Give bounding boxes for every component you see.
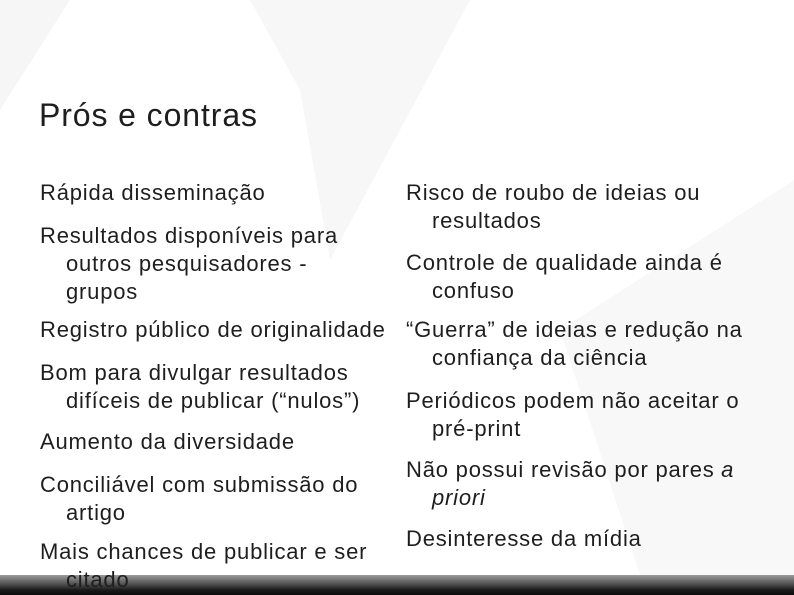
left-item-null-results (40, 359, 360, 415)
item-line: citado (66, 567, 130, 592)
item-line: grupos (66, 279, 139, 304)
left-item-public-record (40, 316, 386, 344)
item-line: Rápida disseminação (40, 180, 266, 205)
item-emphasis: a (721, 457, 735, 482)
item-line-text: Não possui revisão por pares (406, 457, 715, 482)
item-line: Periódicos podem não aceitar o (406, 388, 740, 413)
item-line: confuso (432, 278, 515, 303)
right-item-idea-theft (406, 179, 700, 235)
item-line (406, 456, 734, 484)
item-line (406, 484, 734, 512)
slide-title: Prós e contras (39, 97, 258, 133)
item-emphasis: priori (432, 485, 486, 510)
right-item-media-disinterest (406, 525, 642, 553)
item-line: Conciliável com submissão do (40, 472, 359, 497)
item-line: confiança da ciência (432, 345, 648, 370)
right-item-no-peer-review (406, 456, 734, 512)
left-item-more-citations (40, 538, 367, 594)
item-line: resultados (432, 208, 542, 233)
item-line: Risco de roubo de ideias ou (406, 180, 701, 205)
item-line: Bom para divulgar resultados (40, 360, 349, 385)
item-line: Aumento da diversidade (40, 429, 295, 454)
right-item-journals-refuse (406, 387, 739, 443)
left-item-compatible-submission (40, 471, 358, 527)
left-item-rapid-dissemination (40, 179, 266, 207)
left-item-diversity (40, 428, 295, 456)
left-item-results-available (40, 222, 338, 306)
right-item-quality-control (406, 249, 723, 305)
item-line: outros pesquisadores - (66, 251, 308, 276)
item-line: artigo (66, 500, 126, 525)
item-line: Registro público de originalidade (40, 317, 386, 342)
right-item-war-of-ideas (406, 316, 743, 372)
item-line: Controle de qualidade ainda é (406, 250, 723, 275)
item-line: difíceis de publicar (“nulos”) (66, 388, 361, 413)
item-line: Desinteresse da mídia (406, 526, 642, 551)
item-line: Resultados disponíveis para (40, 223, 338, 248)
item-line: “Guerra” de ideias e redução na (406, 317, 743, 342)
item-line: Mais chances de publicar e ser (40, 539, 368, 564)
item-line: pré-print (432, 416, 522, 441)
